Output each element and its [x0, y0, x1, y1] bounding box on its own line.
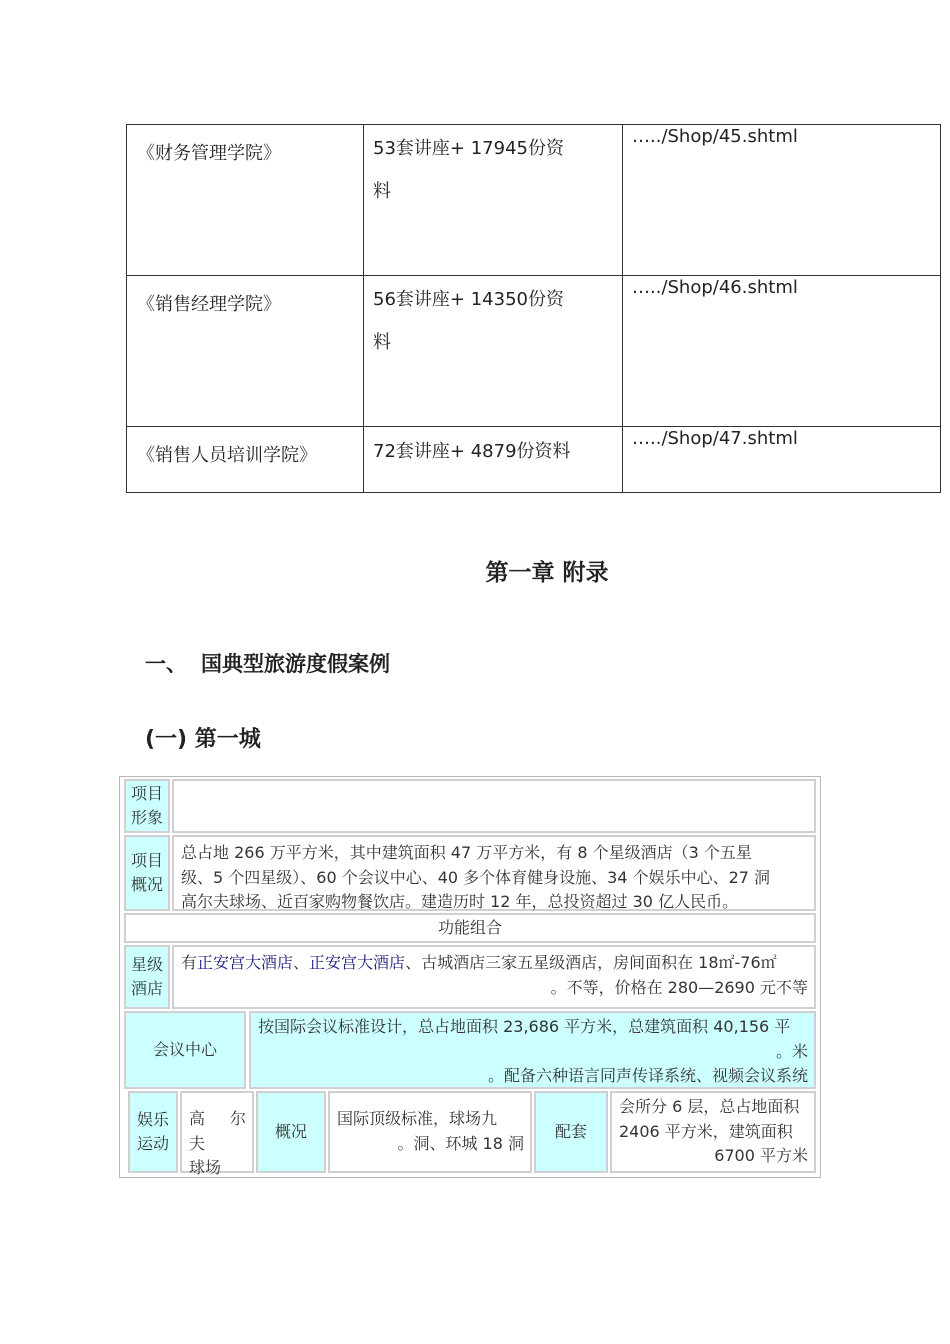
- label-line: 星级: [130, 955, 163, 974]
- table-row: [127, 276, 941, 427]
- course-content-line: 料: [373, 181, 391, 202]
- text-fragment: 有: [181, 953, 198, 972]
- row-label: [124, 779, 170, 833]
- chapter-title: 第一章 附录: [485, 560, 609, 586]
- table-row: [122, 779, 818, 833]
- label-line: 运动: [136, 1134, 169, 1153]
- text-line: 。配备六种语言同声传译系统、视频会议系统: [487, 1066, 808, 1085]
- course-url[interactable]: …../Shop/46.shtml: [623, 276, 941, 427]
- course-url[interactable]: …../Shop/45.shtml: [623, 125, 941, 276]
- course-content-line: 72套讲座+ 4879份资料: [373, 441, 571, 462]
- text-line: 球场: [189, 1158, 222, 1177]
- image-cell: [172, 779, 816, 833]
- text-line: 国际顶级标准，球场九: [337, 1109, 498, 1128]
- function-header: 功能组合: [124, 913, 816, 943]
- text-line: 会所分 6 层，总占地面积: [619, 1097, 800, 1116]
- course-name: 《销售经理学院》: [127, 276, 364, 427]
- text-line: 总占地 266 万平方米，其中建筑面积 47 万平方米，有 8 个星级酒店（3 个五星: [181, 843, 752, 862]
- row-label: [128, 1091, 178, 1173]
- course-content-line: 53套讲座+ 17945份资: [373, 138, 564, 159]
- text-line: 6700 平方米: [714, 1146, 808, 1165]
- golf-facility-text: [610, 1091, 816, 1173]
- course-content: [364, 276, 623, 427]
- text-fragment: 、: [293, 953, 310, 972]
- table-row: [122, 945, 818, 1009]
- text-line: 按国际会议标准设计，总占地面积 23,686 平方米，总建筑面积 40,156 平: [258, 1017, 791, 1036]
- meeting-text: [249, 1011, 816, 1089]
- text-line: [181, 951, 808, 976]
- text-line: 高尔夫球场、近百家购物餐饮店。建造历时 12 年，总投资超过 30 亿人民币。: [181, 892, 739, 911]
- label-line: 项目: [130, 784, 163, 803]
- text-line: 。不等，价格在 280—2690 元不等: [550, 977, 808, 997]
- subsection-heading: [145, 722, 261, 753]
- table-row: [122, 1011, 818, 1089]
- text-line: 级、5 个四星级）、60 个会议中心、40 多个体育健身设施、34 个娱乐中心、27 洞: [181, 867, 771, 887]
- row-label: [124, 945, 170, 1009]
- text-line: 。洞、环城 18 洞: [397, 1133, 524, 1153]
- table-row: [122, 913, 818, 943]
- course-content-line: 料: [373, 332, 391, 353]
- course-name: 《财务管理学院》: [127, 125, 364, 276]
- course-content-line: 56套讲座+ 14350份资: [373, 289, 564, 310]
- table-row: [122, 1091, 818, 1177]
- course-catalog-table: [126, 124, 941, 493]
- course-content: [364, 427, 623, 493]
- section-title: 国典型旅游度假案例: [201, 652, 390, 676]
- text-line: 高 尔 夫: [189, 1109, 246, 1153]
- hotel-text: [172, 945, 816, 1009]
- course-name: 《销售人员培训学院》: [127, 427, 364, 493]
- row-label: [124, 835, 170, 911]
- label-line: 概况: [130, 875, 163, 894]
- course-url[interactable]: …../Shop/47.shtml: [623, 427, 941, 493]
- case-table: [119, 776, 821, 1178]
- label-line: 形象: [130, 808, 163, 827]
- golf-overview-label: 概况: [256, 1091, 326, 1173]
- golf-facility-label: 配套: [534, 1091, 608, 1173]
- text-line: 2406 平方米，建筑面积: [619, 1121, 793, 1141]
- course-content: [364, 125, 623, 276]
- text-line: 。米: [775, 1041, 808, 1061]
- section-heading: [145, 648, 390, 678]
- section-number: 一、: [145, 652, 187, 676]
- hotel-link[interactable]: 正安宫大酒店: [309, 953, 406, 972]
- label-line: 酒店: [130, 979, 163, 998]
- table-row: [127, 125, 941, 276]
- label-line: 娱乐: [136, 1110, 169, 1129]
- meeting-label: 会议中心: [124, 1011, 246, 1089]
- hotel-link[interactable]: 正安宫大酒店: [197, 953, 294, 972]
- table-row: [127, 427, 941, 493]
- table-row: [122, 835, 818, 911]
- label-line: 项目: [130, 851, 163, 870]
- text-fragment: 、古城酒店三家五星级酒店，房间面积在 18㎡-76㎡: [405, 953, 777, 972]
- golf-overview-text: [328, 1091, 532, 1173]
- golf-label: [180, 1091, 254, 1177]
- subsection-title: 第一城: [194, 727, 261, 752]
- overview-text: [172, 835, 816, 911]
- subsection-number: (一): [145, 727, 188, 752]
